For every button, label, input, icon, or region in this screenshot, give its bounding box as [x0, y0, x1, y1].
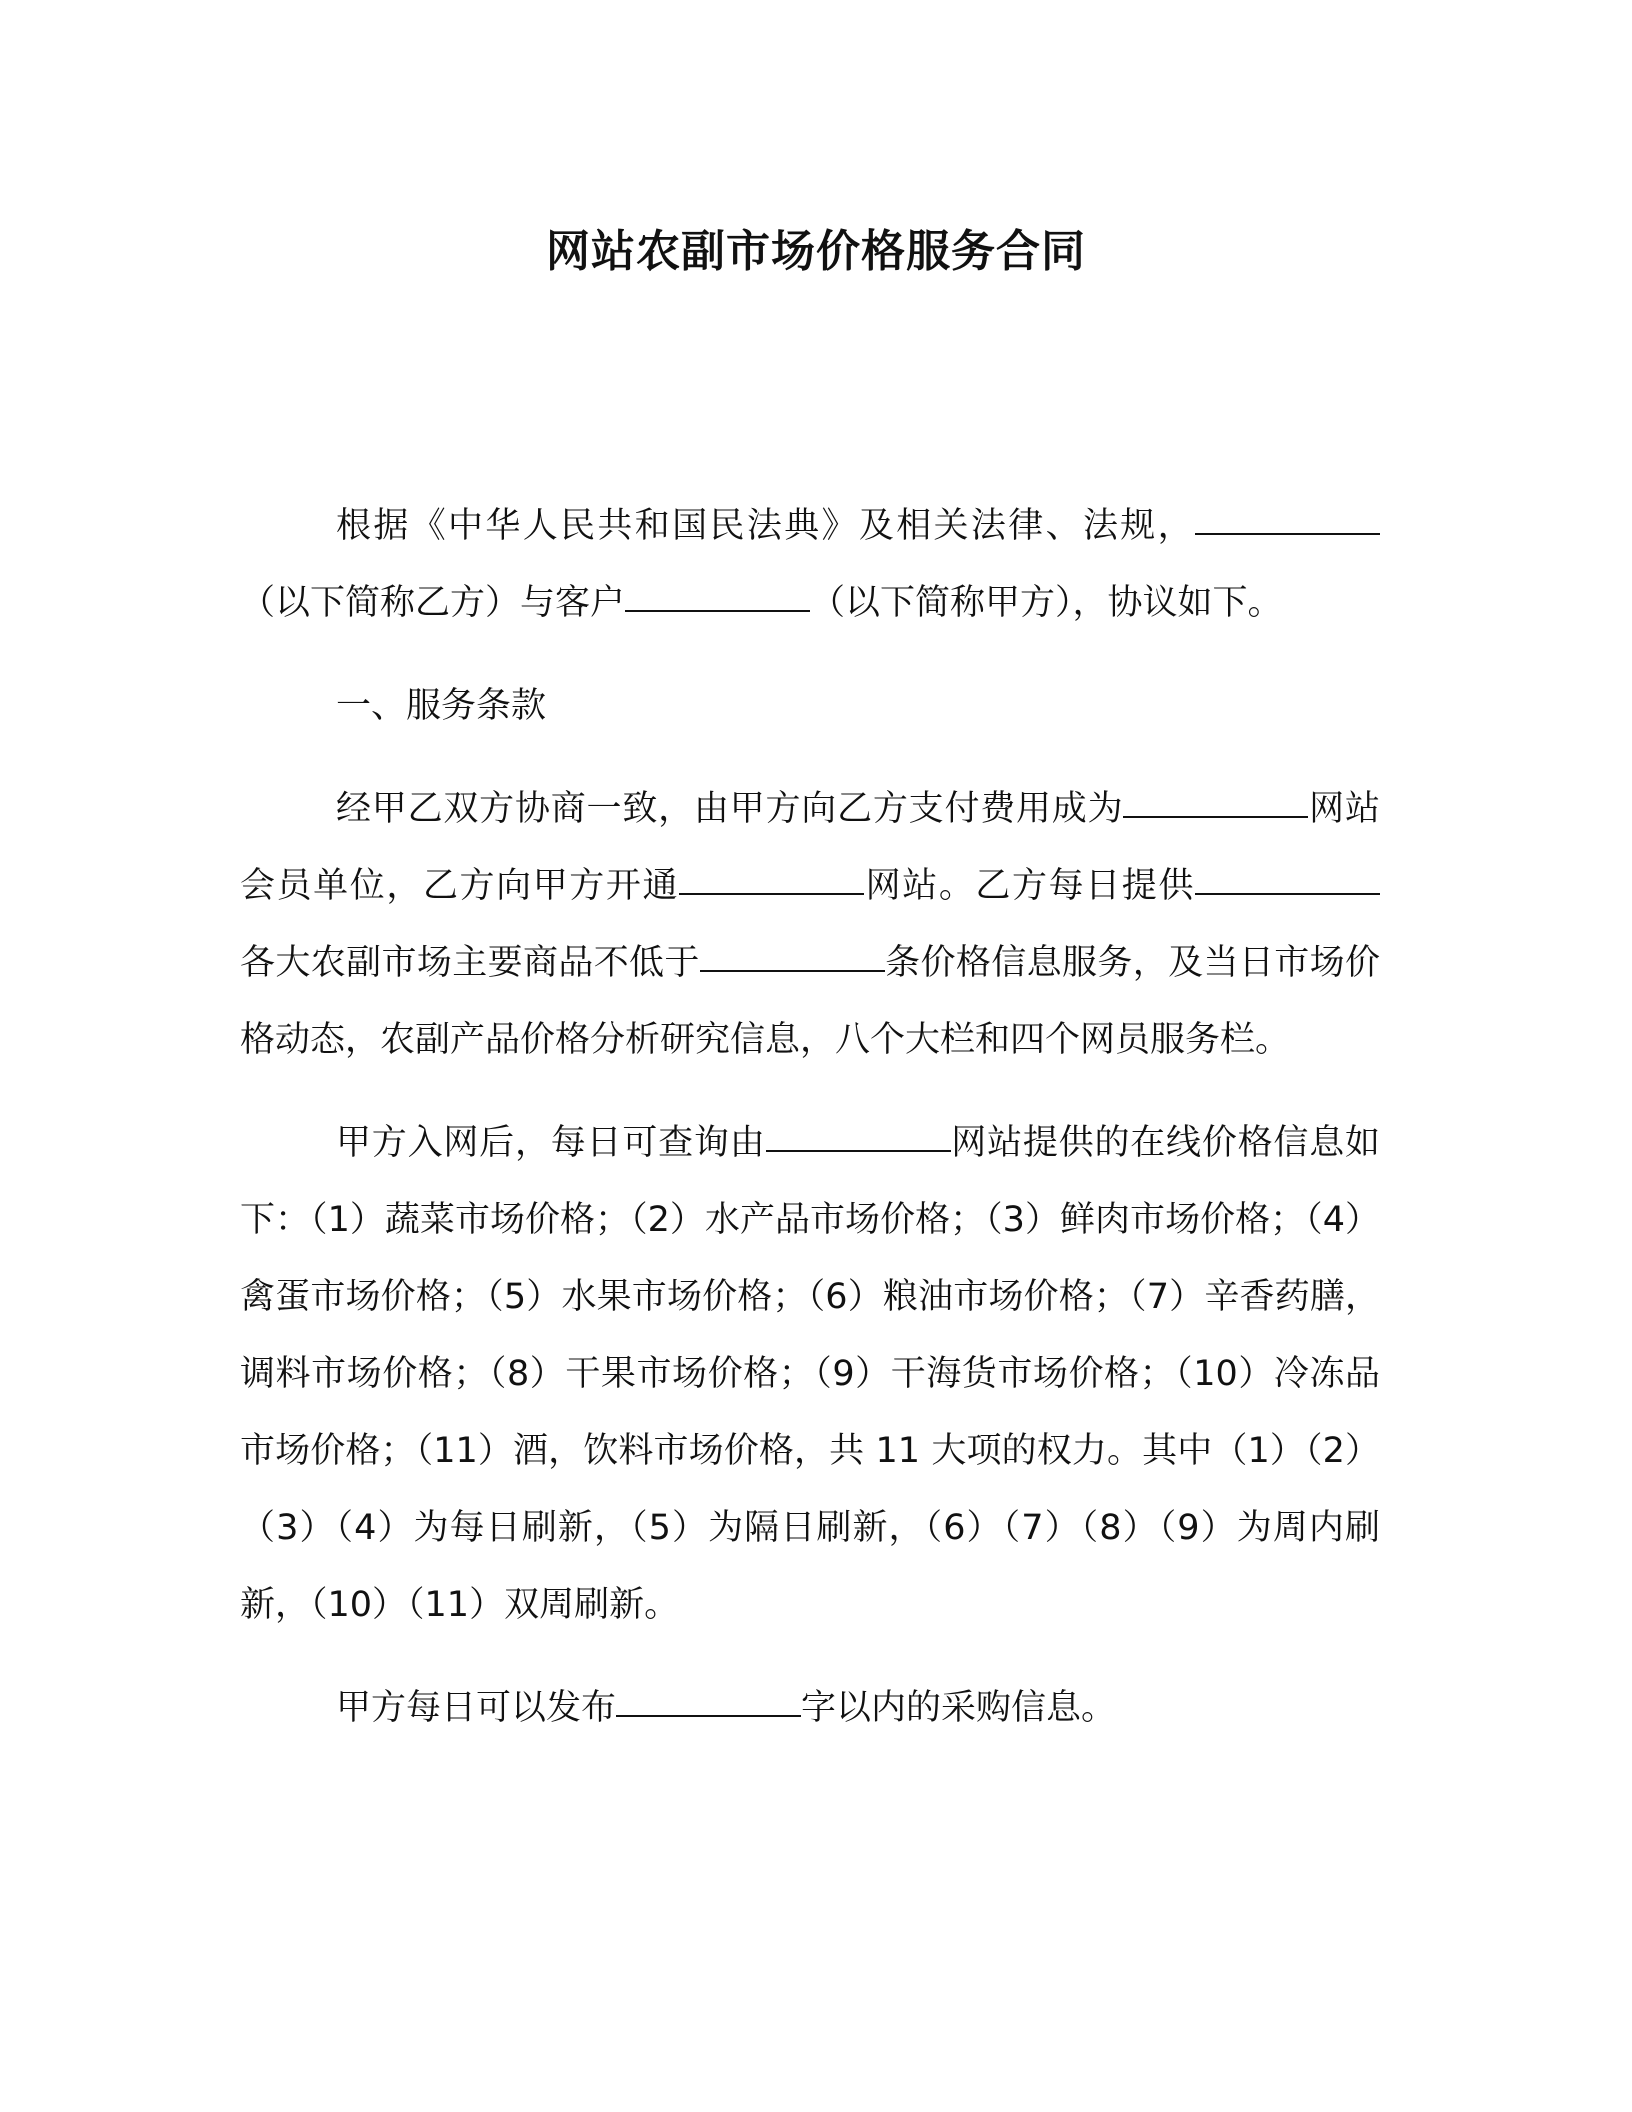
paragraph-gap	[240, 745, 1380, 771]
blank-field[interactable]	[625, 609, 810, 612]
clause-1-text-5: 条价格信息服务，及当日市场价格动态，农副产品价格分析研究信息，八个大栏和四个网员服务栏。	[240, 943, 1380, 1060]
clause-1-text-4: 各大农副市场主要商品不低于	[240, 943, 700, 983]
paragraph-gap	[240, 1644, 1380, 1670]
blank-field[interactable]	[679, 892, 864, 895]
clause-1-text-2: 网站会员单位，乙方向甲方开通	[240, 789, 1380, 906]
clause-3-text-2: 字以内的采购信息。	[801, 1688, 1117, 1728]
document-title: 网站农副市场价格服务合同	[546, 226, 1086, 277]
intro-text-2: （以下简称乙方）与客户	[240, 583, 626, 623]
clause-2-text-2: 网站提供的在线价格信息如下：（1）蔬菜市场价格；（2）水产品市场价格；（3）鲜肉市场价格；（4）禽蛋市场价格；（5）水果市场价格；（6）粮油市场价格；（7）辛香药膳，调料市场价格；（8）干果市场价格；（9）干海货市场价格；（10）冷冻品市场价格；（11）酒，饮料市场价格，共 11 大项的权力。其中（1）（2）（3）（4）为每日刷新，（5）为隔日刷新，（6）（7）（8）（9）为周内刷新，（10）（11）双周刷新。	[240, 1123, 1380, 1625]
intro-text-3: （以下简称甲方），协议如下。	[810, 583, 1283, 623]
document-body	[240, 488, 1380, 1747]
clause-2-paragraph	[240, 1105, 1380, 1644]
section-heading: 一、服务条款	[336, 686, 547, 726]
blank-field[interactable]	[700, 969, 885, 972]
clause-1-paragraph	[240, 771, 1380, 1079]
intro-text-1: 根据《中华人民共和国民法典》及相关法律、法规，	[336, 506, 1195, 546]
blank-field[interactable]	[766, 1149, 951, 1152]
clause-3-text-1: 甲方每日可以发布	[336, 1688, 617, 1728]
clause-1-text-1: 经甲乙双方协商一致，由甲方向乙方支付费用成为	[336, 789, 1124, 829]
paragraph-gap	[240, 642, 1380, 668]
blank-field[interactable]	[1123, 815, 1308, 818]
blank-field[interactable]	[1195, 532, 1380, 535]
clause-2-text-1: 甲方入网后，每日可查询由	[336, 1123, 766, 1163]
blank-field[interactable]	[1195, 892, 1380, 895]
intro-paragraph	[240, 488, 1380, 642]
clause-1-text-3: 网站。乙方每日提供	[864, 866, 1195, 906]
paragraph-gap	[240, 1079, 1380, 1105]
clause-3-paragraph	[240, 1670, 1380, 1747]
blank-field[interactable]	[616, 1714, 801, 1717]
